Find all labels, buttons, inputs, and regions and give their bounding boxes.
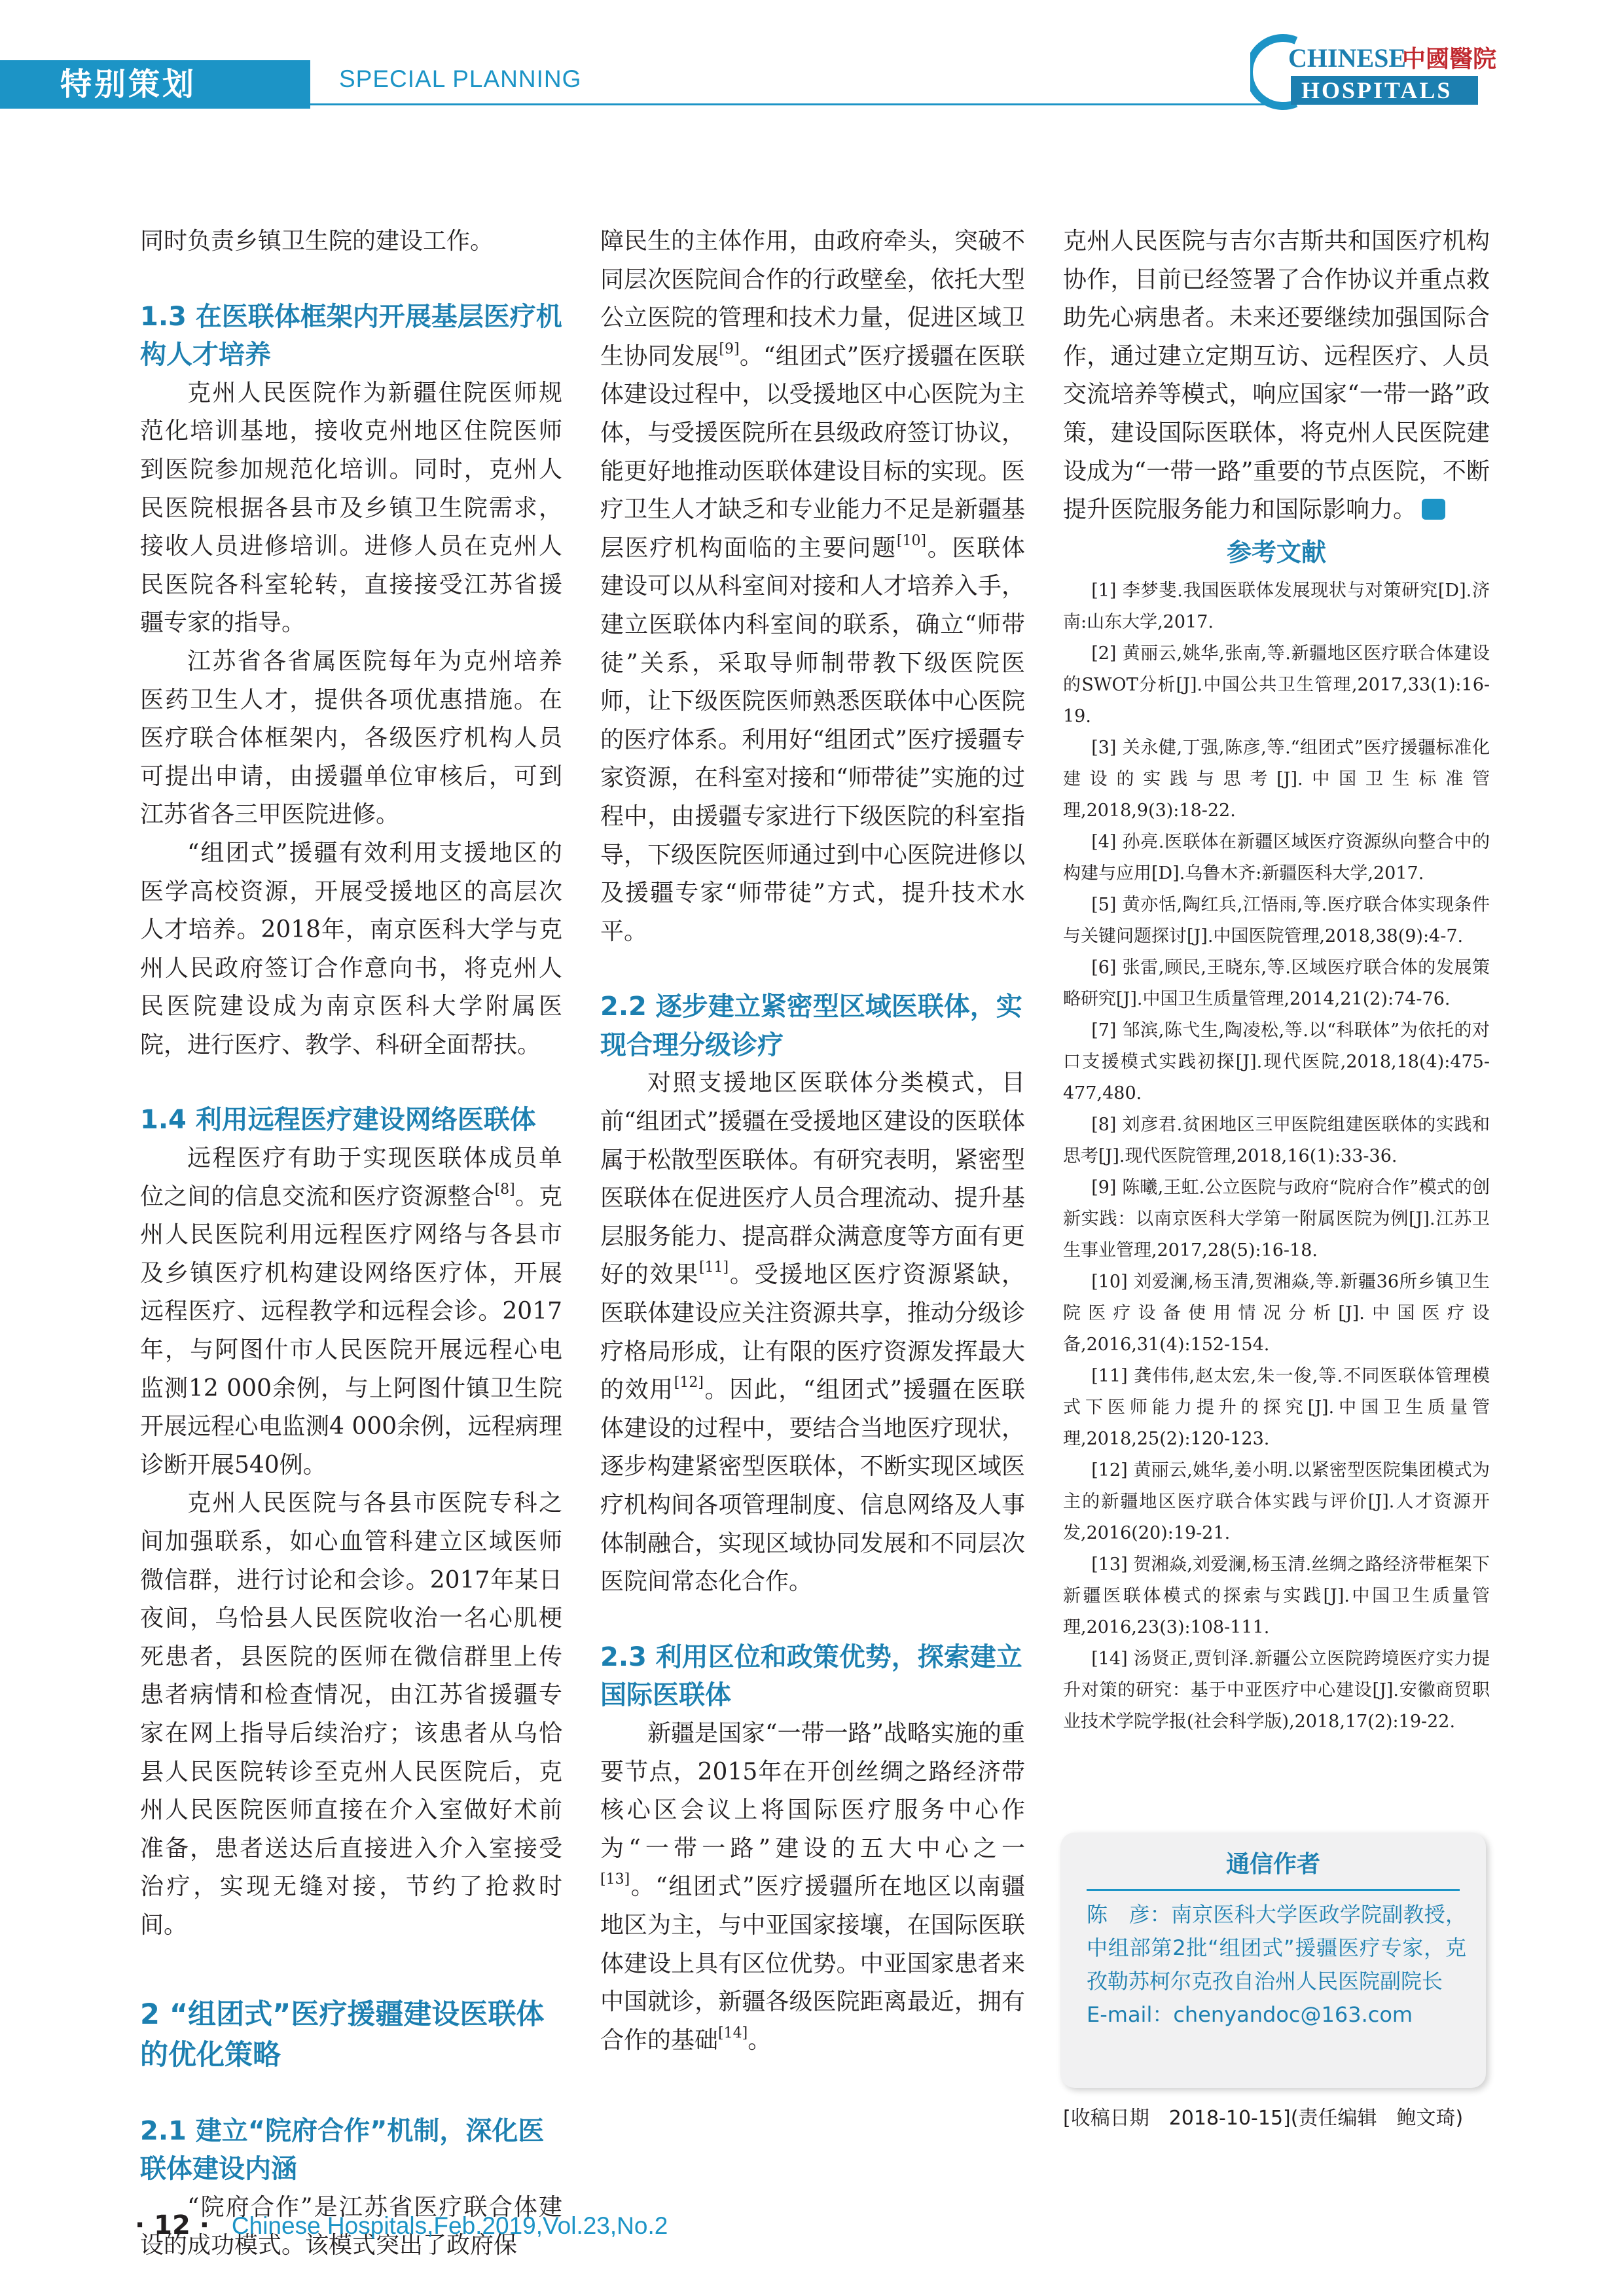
- journal-logo: [1250, 26, 1499, 111]
- corresponding-author-title: 通信作者: [1225, 1851, 1320, 1878]
- author-bio: 陈 彦：南京医科大学医政学院副教授，中组部第2批“组团式”援疆医疗专家，克孜勒苏柯尔克孜自治州人民医院副院长: [1087, 1902, 1466, 1994]
- author-email[interactable]: E-mail：chenyandoc@163.com: [1087, 2002, 1413, 2027]
- paragraph: [1063, 223, 1490, 529]
- logo-text-en-bottom: HOSPITALS: [1301, 77, 1453, 103]
- corresponding-author-info: [1087, 1898, 1466, 2032]
- citation-mark: [9]: [719, 340, 740, 357]
- heading-2-2: 2.2 逐步建立紧密型区域医联体，实现合理分级诊疗: [600, 992, 1022, 1060]
- paragraph: [140, 1139, 562, 1484]
- article-end-icon: [1422, 499, 1445, 520]
- text-run: 。因此，“组团式”援疆在医联体建设的过程中，要结合当地医疗现状，逐步构建紧密型医联体，不断实现区域医疗机构间各项管理制度、信息网络及人事体制融合，实现区域协同发展和不同层次医院间常态化合作。: [600, 1376, 1025, 1596]
- text-run: 对照支援地区医联体分类模式，目前“组团式”援疆在受援地区建设的医联体属于松散型医联体。有研究表明，紧密型医联体在促进医疗人员合理流动、提升基层服务能力、提高群众满意度等方面有更好的效果: [600, 1069, 1025, 1289]
- section-title-cn: 特别策划: [60, 66, 197, 103]
- reference-item: [13] 贺湘焱,刘爱澜,杨玉清.丝绸之路经济带框架下新疆医联体模式的探索与实践[J].中国卫生质量管理,2016,23(3):108-111.: [1063, 1554, 1490, 1638]
- reference-item: [6] 张雷,顾民,王晓东,等.区域医疗联合体的发展策略研究[J].中国卫生质量管理,2014,21(2):74-76.: [1063, 957, 1490, 1009]
- text-run: 新疆是国家“一带一路”战略实施的重要节点，2015年在开创丝绸之路经济带核心区会议上将国际医疗服务中心作为“一带一路”建设的五大中心之一: [600, 1719, 1025, 1862]
- text-run: 障民生的主体作用，由政府牵头，突破不同层次医院间合作的行政壁垒，依托大型公立医院的管理和技术力量，促进区域卫生协同发展: [600, 228, 1025, 370]
- reference-item: [5] 黄亦恬,陶红兵,江悟雨,等.医疗联合体实现条件与关键问题探讨[J].中国医院管理,2018,38(9):4-7.: [1063, 894, 1490, 946]
- reference-item: [4] 孙亮.医联体在新疆区域医疗资源纵向整合中的构建与应用[D].乌鲁木齐:新疆医科大学,2017.: [1063, 831, 1490, 884]
- page-footer: [135, 2206, 668, 2245]
- reference-item: [14] 汤贤正,贾钊泽.新疆公立医院跨境医疗实力提升对策的研究：基于中亚医疗中心建设[J].安徽商贸职业技术学院学报(社会科学版),2018,17(2):19-22.: [1063, 1648, 1490, 1732]
- received-date-editor: [收稿日期 2018-10-15](责任编辑 鲍文琦): [1063, 2107, 1464, 2130]
- header-rule: [310, 103, 1265, 105]
- reference-item: [7] 邹滨,陈弋生,陶凌松,等.以“科联体”为依托的对口支援模式实践初探[J].现代医院,2018,18(4):475-477,480.: [1063, 1020, 1490, 1103]
- column-3: [1063, 223, 1490, 1738]
- text-run: 。克州人民医院利用远程医疗网络与各县市及乡镇医疗机构建设网络医疗体，开展远程医疗、远程教学和远程会诊。2017年，与阿图什市人民医院开展远程心电监测12 000余例，与上阿图什镇卫生院开展远程心电监测4 000余例，远程病理诊断开展540例。: [140, 1183, 562, 1479]
- heading-2-1: 2.1 建立“院府合作”机制，深化医联体建设内涵: [140, 2115, 545, 2185]
- text-run: 。医联体建设可以从科室间对接和人才培养入手，建立医联体内科室间的联系，确立“师带徒”关系，采取导师制带教下级医院医师，让下级医院医师熟悉医联体中心医院的医疗体系。利用好“组团式”医疗援疆专家资源，在科室对接和“师带徒”实施的过程中，由援疆专家进行下级医院的科室指导，下级医院医师通过到中心医院进修以及援疆专家“师带徒”方式，提升技术水平。: [600, 534, 1025, 945]
- citation-mark: [12]: [674, 1374, 704, 1391]
- box-rule: [1087, 1889, 1460, 1891]
- reference-item: [8] 刘彦君.贫困地区三甲医院组建医联体的实践和思考[J].现代医院管理,2018,16(1):33-36.: [1063, 1114, 1490, 1166]
- paragraph: [600, 1064, 1025, 1601]
- section-title-en: SPECIAL PLANNING: [339, 65, 582, 92]
- paragraph: [600, 223, 1025, 951]
- references-title: 参考文献: [1226, 537, 1326, 567]
- corresponding-author-box: [1060, 1833, 1486, 2088]
- reference-item: [2] 黄丽云,姚华,张南,等.新疆地区医疗联合体建设的SWOT分析[J].中国公共卫生管理,2017,33(1):16-19.: [1063, 643, 1490, 726]
- paragraph: [600, 1715, 1025, 2060]
- heading-2: 2 “组团式”医疗援疆建设医联体的优化策略: [140, 1998, 545, 2072]
- citation-mark: [10]: [896, 532, 927, 549]
- reference-item: [3] 关永健,丁强,陈彦,等.“组团式”医疗援疆标准化建设的实践与思考[J].中国卫生标准管理,2018,9(3):18-22.: [1063, 737, 1490, 821]
- heading-1-3: 1.3 在医联体框架内开展基层医疗机构人才培养: [140, 301, 562, 370]
- paragraph: 克州人民医院与各县市医院专科之间加强联系，如心血管科建立区域医师微信群，进行讨论和会诊。2017年某日夜间，乌恰县人民医院收治一名心肌梗死患者，县医院的医师在微信群里上传患者病情和检查情况，由江苏省援疆专家在网上指导后续治疗；该患者从乌恰县人民医院转诊至克州人民医院后，克州人民医院医师直接在介入室做好术前准备，患者送达后直接进入介入室接受治疗，实现无缝对接，节约了抢救时间。: [140, 1490, 562, 1939]
- reference-item: [12] 黄丽云,姚华,姜小明.以紧密型医院集团模式为主的新疆地区医疗联合体实践与评价[J].人才资源开发,2016(20):19-21.: [1063, 1460, 1490, 1543]
- journal-citation: Chinese Hospitals,Feb.2019,Vol.23,No.2: [231, 2212, 668, 2239]
- reference-item: [9] 陈曦,王虹.公立医院与政府“院府合作”模式的创新实践：以南京医科大学第一附属医院为例[J].江苏卫生事业管理,2017,28(5):16-18.: [1063, 1177, 1490, 1261]
- text-run: 。受援地区医疗资源紧缺，医联体建设应关注资源共享，推动分级诊疗格局形成，让有限的医疗资源发挥最大的效用: [600, 1261, 1025, 1404]
- reference-list: [1063, 575, 1490, 1738]
- paragraph: 同时负责乡镇卫生院的建设工作。: [140, 228, 494, 255]
- logo-text-cn: 中國醫院: [1402, 46, 1497, 73]
- text-run: 。: [748, 2026, 772, 2054]
- heading-2-3: 2.3 利用区位和政策优势，探索建立国际医联体: [600, 1641, 1022, 1711]
- reference-item: [10] 刘爱澜,杨玉清,贺湘焱,等.新疆36所乡镇卫生院医疗设备使用情况分析[J].中国医疗设备,2016,31(4):152-154.: [1063, 1271, 1490, 1355]
- citation-mark: [11]: [698, 1259, 729, 1276]
- page-number: · 12 ·: [135, 2210, 209, 2240]
- logo-text-en-top: CHINESE: [1288, 43, 1407, 73]
- paragraph: “组团式”援疆有效利用支援地区的医学高校资源，开展受援地区的高层次人才培养。2018年，南京医科大学与克州人民政府签订合作意向书，将克州人民医院建设成为南京医科大学附属医院，进行医疗、教学、科研全面帮扶。: [140, 839, 562, 1058]
- reference-item: [1] 李梦斐.我国医联体发展现状与对策研究[D].济南:山东大学,2017.: [1063, 580, 1490, 632]
- paragraph: 江苏省各省属医院每年为克州培养医药卫生人才，提供各项优惠措施。在医疗联合体框架内，各级医疗机构人员可提出申请，由援疆单位审核后，可到江苏省各三甲医院进修。: [140, 647, 562, 829]
- column-2: [600, 223, 1025, 2060]
- paragraph: “院府合作”是江苏省医疗联合体建设的成功模式。该模式突出了政府保: [140, 2193, 562, 2259]
- text-run: 。“组团式”医疗援疆在医联体建设过程中，以受援地区中心医院为主体，与受援医院所在县级政府签订协议，能更好地推动医联体建设目标的实现。医疗卫生人才缺乏和专业能力不足是新疆基层医疗机构面临的主要问题: [600, 342, 1025, 562]
- reference-item: [11] 龚伟伟,赵太宏,朱一俊,等.不同医联体管理模式下医师能力提升的探究[J].中国卫生质量管理,2018,25(2):120-123.: [1063, 1365, 1490, 1449]
- citation-mark: [14]: [718, 2024, 748, 2041]
- paragraph: 克州人民医院作为新疆住院医师规范化培训基地，接收克州地区住院医师到医院参加规范化培训。同时，克州人民医院根据各县市及乡镇卫生院需求，接收人员进修培训。进修人员在克州人民医院各科室轮转，直接接受江苏省援疆专家的指导。: [140, 379, 562, 637]
- text-run: 远程医疗有助于实现医联体成员单位之间的信息交流和医疗资源整合: [140, 1145, 562, 1210]
- text-run: 。“组团式”医疗援疆所在地区以南疆地区为主，与中亚国家接壤，在国际医联体建设上具有区位优势。中亚国家患者来中国就诊，新疆各级医院距离最近，拥有合作的基础: [600, 1873, 1025, 2054]
- citation-mark: [13]: [600, 1871, 630, 1888]
- heading-1-4: 1.4 利用远程医疗建设网络医联体: [140, 1105, 536, 1136]
- text-run: 克州人民医院与吉尔吉斯共和国医疗机构协作，目前已经签署了合作协议并重点救助先心病患者。未来还要继续加强国际合作，通过建立定期互访、远程医疗、人员交流培养等模式，响应国家“一带一路”政策，建设国际医联体，将克州人民医院建设成为“一带一路”重要的节点医院，不断提升医院服务能力和国际影响力。: [1063, 228, 1490, 524]
- column-1: [140, 223, 562, 2265]
- citation-mark: [8]: [494, 1181, 515, 1198]
